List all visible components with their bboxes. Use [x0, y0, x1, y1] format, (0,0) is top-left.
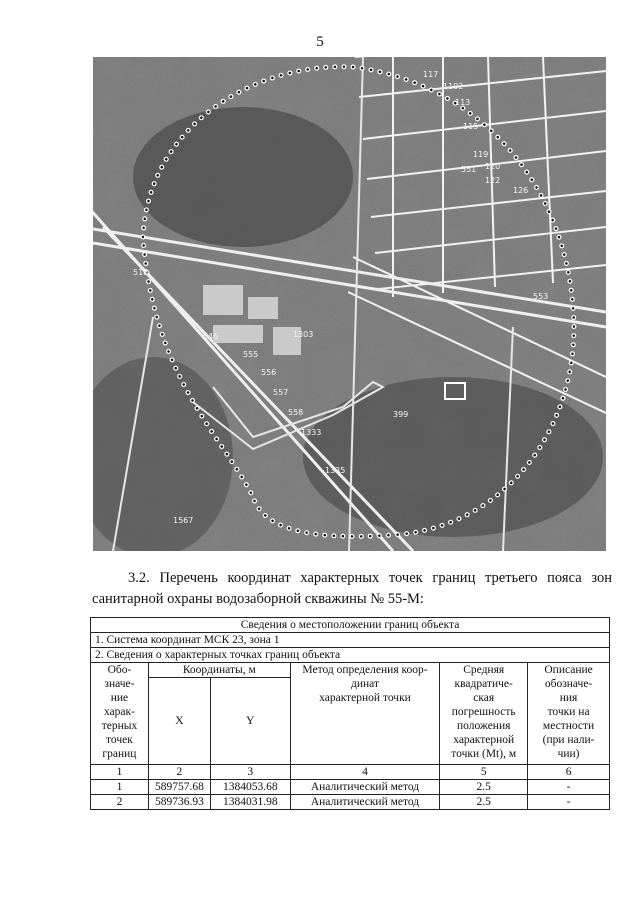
- column-number: 4: [290, 765, 440, 780]
- section-number: 3.2.: [128, 570, 150, 586]
- point-y: 1384053.68: [210, 780, 290, 795]
- point-method: Аналитический метод: [290, 795, 440, 810]
- column-number: 5: [440, 765, 528, 780]
- header-x: X: [148, 678, 210, 765]
- cadastral-map: [93, 57, 606, 551]
- point-x: 589757.68: [148, 780, 210, 795]
- parcel-label: 1303: [293, 330, 314, 339]
- section-heading: [92, 568, 612, 610]
- column-number: 3: [210, 765, 290, 780]
- header-accuracy: Средняя квадратиче- ская погрешность положения характерной точки (Mt), м: [440, 663, 528, 765]
- column-number: 6: [528, 765, 610, 780]
- point-y: 1384031.98: [210, 795, 290, 810]
- parcel-label: 1567: [173, 516, 194, 525]
- cadastral-map-figure: [93, 57, 606, 551]
- parcel-label: 122: [485, 176, 501, 185]
- page-number: 5: [316, 34, 324, 50]
- parcel-label: 518: [133, 268, 149, 277]
- parcel-label: 553: [533, 292, 549, 301]
- table-row: [91, 795, 610, 810]
- point-accuracy: 2.5: [440, 795, 528, 810]
- parcel-label: 555: [243, 350, 259, 359]
- parcel-label: 126: [513, 186, 529, 195]
- point-accuracy: 2.5: [440, 780, 528, 795]
- section-text: Перечень координат характерных точек границ третьего пояса зон санитарной охраны водозаборной скважины № 55-М:: [92, 570, 612, 607]
- table-row: [91, 780, 610, 795]
- parcel-label: 1102: [443, 82, 464, 91]
- point-id: 1: [91, 780, 149, 795]
- parcel-label: 119: [473, 150, 489, 159]
- point-description: -: [528, 780, 610, 795]
- parcel-label: 558: [288, 408, 304, 417]
- point-id: 2: [91, 795, 149, 810]
- parcel-label: 556: [261, 368, 277, 377]
- column-number: 1: [91, 765, 149, 780]
- parcel-label: 115: [463, 122, 479, 131]
- table-title: Сведения о местоположении границ объекта: [91, 618, 610, 633]
- header-coordinates: Координаты, м: [148, 663, 290, 678]
- coordinates-table: [90, 617, 610, 810]
- point-method: Аналитический метод: [290, 780, 440, 795]
- parcel-label: 120: [485, 162, 501, 171]
- point-x: 589736.93: [148, 795, 210, 810]
- parcel-label: 557: [273, 388, 289, 397]
- parcel-label: 113: [455, 98, 471, 107]
- parcel-label: 1333: [301, 428, 322, 437]
- column-number: 2: [148, 765, 210, 780]
- parcel-label: 1335: [325, 466, 346, 475]
- parcel-label: 117: [423, 70, 439, 79]
- header-method: Метод определения коор- динат характерной точки: [290, 663, 440, 765]
- coordinate-system: 1. Система координат МСК 23, зона 1: [91, 633, 610, 648]
- header-description: Описание обозначе- ния точки на местности (при нали- чии): [528, 663, 610, 765]
- header-y: Y: [210, 678, 290, 765]
- points-info: 2. Сведения о характерных точках границ объекта: [91, 648, 610, 663]
- parcel-label: 546: [203, 332, 219, 341]
- header-designation: Обо- значе- ние харак- терных точек границ: [91, 663, 149, 765]
- parcel-label: 399: [393, 410, 409, 419]
- parcel-label: 551: [461, 165, 477, 174]
- point-description: -: [528, 795, 610, 810]
